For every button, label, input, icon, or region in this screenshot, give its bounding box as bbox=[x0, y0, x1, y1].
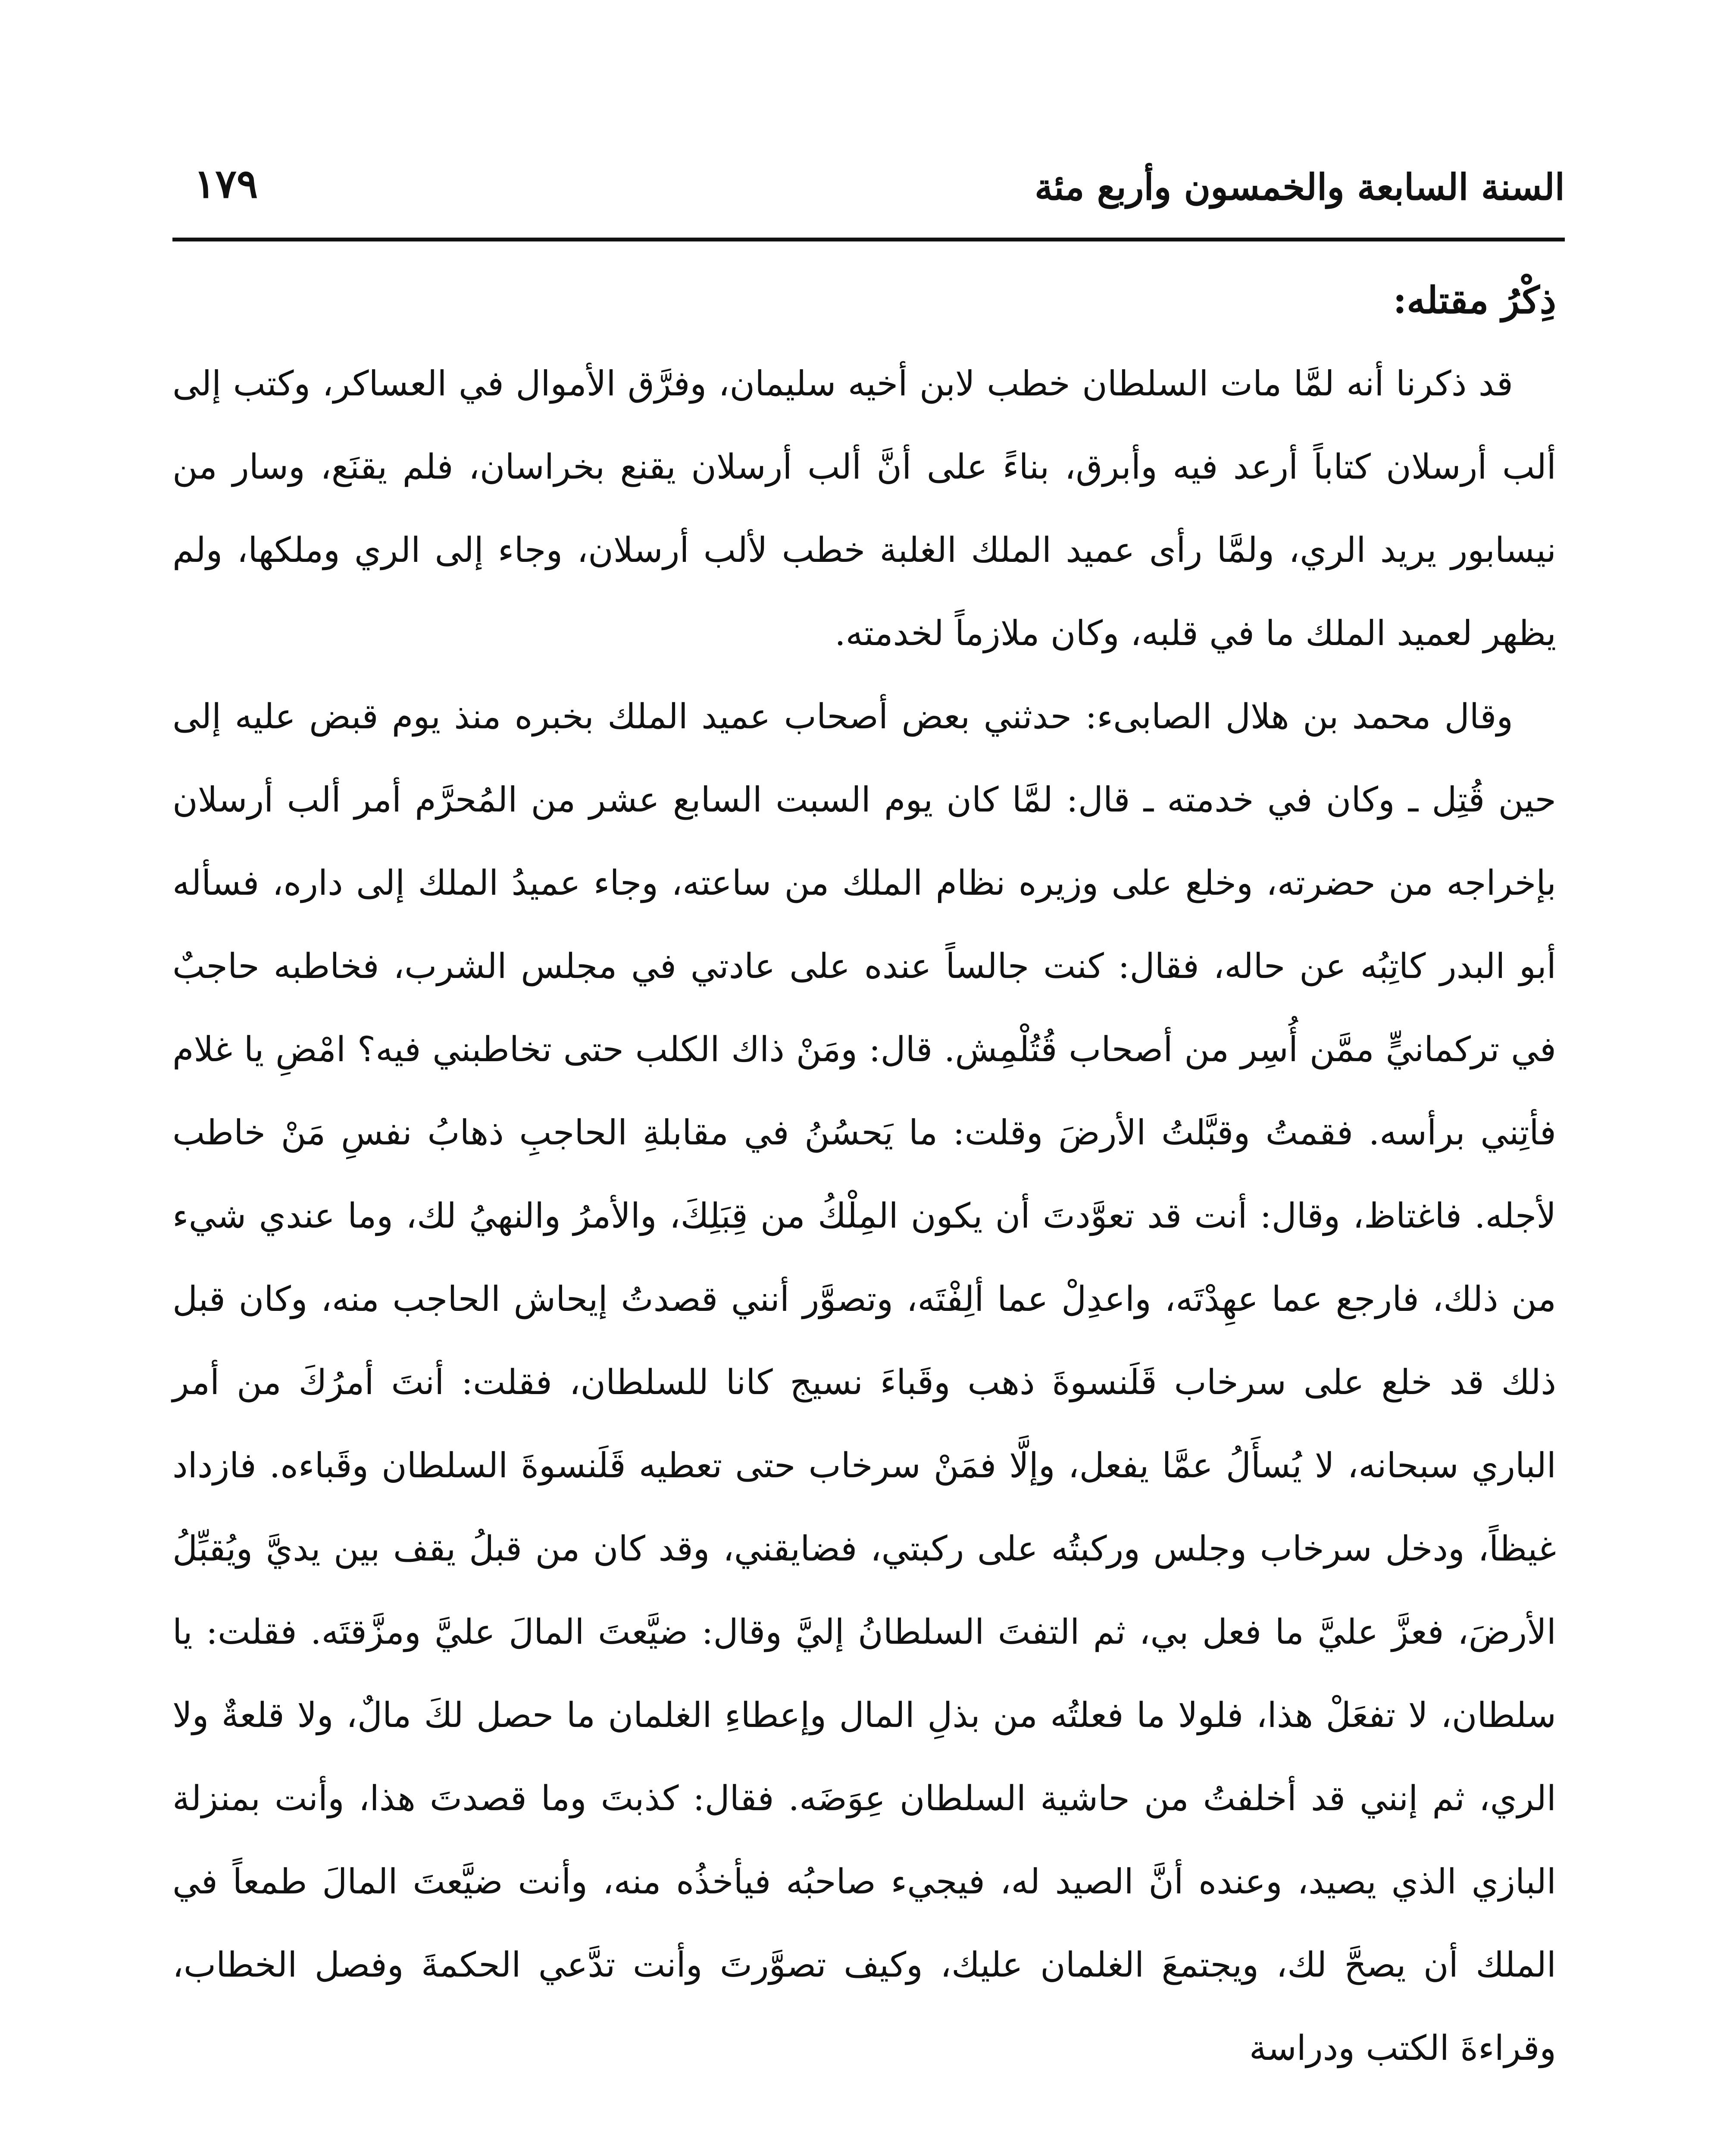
page-body bbox=[172, 259, 1556, 2090]
page-header bbox=[172, 160, 1565, 241]
running-title: السنة السابعة والخمسون وأربع مئة bbox=[1035, 166, 1565, 208]
paragraph-2: وقال محمد بن هلال الصابىء: حدثني بعض أصحاب عميد الملك بخبره منذ يوم قبض عليه إلى حين قُتِل ـ وكان في خدمته ـ قال: لمَّا كان يوم السبت السابع عشر من المُحرَّم أمر ألب أرسلان بإخراجه من حضرته، وخلع على وزيره نظام الملك من ساعته، وجاء عميدُ الملك إلى داره، فسأله أبو البدر كاتِبُه عن حاله، فقال: كنت جالساً عنده على عادتي في مجلس الشرب، فخاطبه حاجبٌ في تركمانيٍّ ممَّن أُسِر من أصحاب قُتُلْمِش. قال: ومَنْ ذاك الكلب حتى تخاطبني فيه؟ امْضِ يا غلام فأتِني برأسه. فقمتُ وقبَّلتُ الأرضَ وقلت: ما يَحسُنُ في مقابلةِ الحاجبِ ذهابُ نفسِ مَنْ خاطب لأجله. فاغتاظ، وقال: أنت قد تعوَّدتَ أن يكون المِلْكُ من قِبَلِكَ، والأمرُ والنهيُ لك، وما عندي شيء من ذلك، فارجع عما عهِدْتَه، واعدِلْ عما ألِفْتَه، وتصوَّر أنني قصدتُ إيحاش الحاجب منه، وكان قبل ذلك قد خلع على سرخاب قَلَنسوةَ ذهب وقَباءَ نسيج كانا للسلطان، فقلت: أنتَ أمرُكَ من أمر الباري سبحانه، لا يُسأَلُ عمَّا يفعل، وإلَّا فمَنْ سرخاب حتى تعطيه قَلَنسوةَ السلطان وقَباءه. فازداد غيظاً، ودخل سرخاب وجلس وركبتُه على ركبتي، فضايقني، وقد كان من قبلُ يقف بين يديَّ ويُقبِّلُ الأرضَ، فعزَّ عليَّ ما فعل بي، ثم التفتَ السلطانُ إليَّ وقال: ضيَّعتَ المالَ عليَّ ومزَّقتَه. فقلت: يا سلطان، لا تفعَلْ هذا، فلولا ما فعلتُه من بذلِ المال وإعطاءِ الغلمان ما حصل لكَ مالٌ، ولا قلعةٌ ولا الري، ثم إنني قد أخلفتُ من حاشية السلطان عِوَضَه. فقال: كذبتَ وما قصدتَ هذا، وأنت بمنزلة البازي الذي يصيد، وعنده أنَّ الصيد له، فيجيء صاحبُه فيأخذُه منه، وأنت ضيَّعتَ المالَ طمعاً في الملك أن يصحَّ لك، ويجتمعَ الغلمان عليك، وكيف تصوَّرتَ وأنت تدَّعي الحكمةَ وفصل الخطاب، وقراءةَ الكتب ودراسة bbox=[172, 696, 1557, 2068]
page-number: ١٧٩ bbox=[194, 160, 258, 207]
section-heading: ذِكْرُ مقتله: bbox=[1393, 279, 1556, 322]
header-rule bbox=[172, 238, 1565, 241]
paragraph-1: قد ذكرنا أنه لمَّا مات السلطان خطب لابن أخيه سليمان، وفرَّق الأموال في العساكر، وكتب إلى ألب أرسلان كتاباً أرعد فيه وأبرق، بناءً على أنَّ ألب أرسلان يقنع بخراسان، فلم يقنَع، وسار من نيسابور يريد الري، ولمَّا رأى عميد الملك الغلبة خطب لألب أرسلان، وجاء إلى الري وملكها، ولم يظهر لعميد الملك ما في قلبه، وكان ملازماً لخدمته. bbox=[172, 364, 1556, 653]
